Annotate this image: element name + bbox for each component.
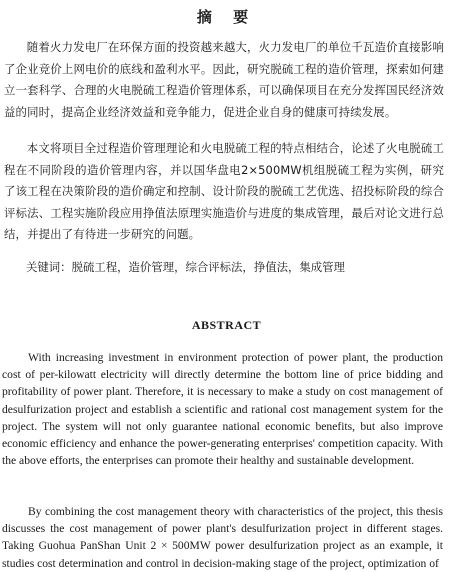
chinese-abstract-paragraph-1: 随着火力发电厂在环保方面的投资越来越大，火力发电厂的单位千瓦造价直接影响了企业竞价上网电价的底线和盈利水平。因此，研究脱硫工程的造价管理，探索如何建立一套科学、合理的火电脱硫工程造价管理体系，可以确保项目在充分发挥国民经济效益的同时，提高企业经济效益和竞争能力，促进企业自身的健康可持续发展。 [4, 40, 444, 119]
english-abstract-paragraph-1: With increasing investment in environment protection of power plant, the production cost of per-kilowatt electricity will directly determine the bottom line of price bidding and profitability of power plant. Therefore, it is necessary to make a study on cost management of desulfurization project and establish a scientific and rational cost management system for the project. The system will not only guarantee national economic benefits, but also improve economic efficiency and enhance the power-generating enterprises' competition capacity. With the above efforts, the enterprises can promote their healthy and sustainable development. [2, 351, 443, 468]
chinese-abstract-paragraph-2: 本文将项目全过程造价管理理论和火电脱硫工程的特点相结合，论述了火电脱硫工程在不同阶段的造价管理内容，并以国华盘电2×500MW机组脱硫工程为实例，研究了该工程在决策阶段的造价确定和控制、设计阶段的脱硫工艺优选、招投标阶段的综合评标法、工程实施阶段应用挣值法原理实施造价与进度的集成管理，最后对论文进行总结，并提出了有待进一步研究的问题。 [4, 141, 444, 241]
chinese-abstract-title: 摘 要 [196, 8, 257, 26]
english-abstract-paragraph-2: By combining the cost management theory with characteristics of the project, this thesis discusses the cost management of power plant's desulfurization project in different stages. Taking Guohua PanShan Unit 2 × 500MW power desulfurization project as an example, it studies cost determination and control in decision-making stage of the project, optimization of [2, 505, 443, 570]
english-abstract-title: ABSTRACT [191, 318, 262, 332]
chinese-keywords: 关键词：脱硫工程，造价管理，综合评标法，挣值法，集成管理 [26, 260, 345, 274]
